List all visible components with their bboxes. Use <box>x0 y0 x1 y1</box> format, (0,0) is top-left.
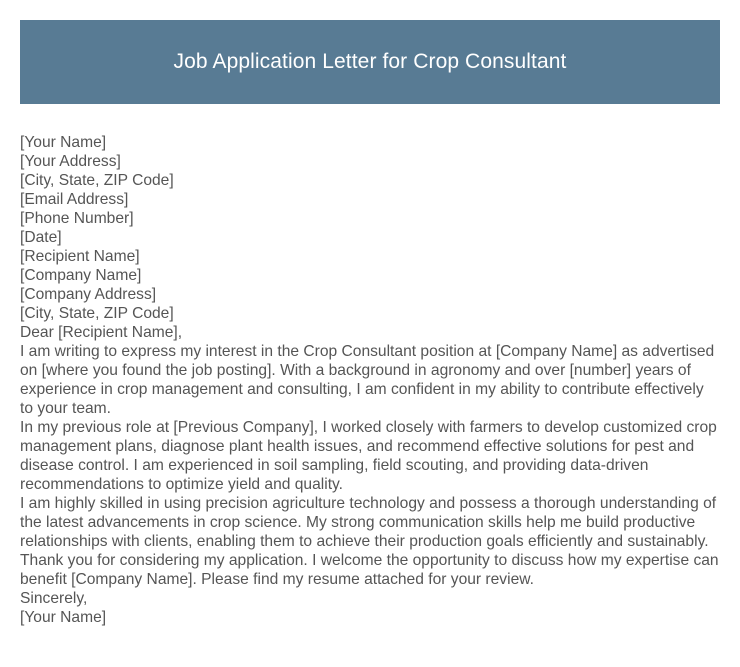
sender-city-state-zip: [City, State, ZIP Code] <box>20 172 174 189</box>
salutation: Dear [Recipient Name], <box>20 324 183 341</box>
paragraph-experience: In my previous role at [Previous Company], I worked closely with farmers to develop customized crop management plans, diagnose plant health issues, and recommend effective solutions for pest and disease control. I am experienced in soil sampling, field scouting, and providing data-driven recommendations to optimize yield and quality. <box>20 419 717 493</box>
paragraph-closing: Thank you for considering my application. I welcome the opportunity to discuss how my expertise can benefit [Company Name]. Please find my resume attached for your review. <box>20 552 719 588</box>
letter-date: [Date] <box>20 229 62 246</box>
recipient-name: [Recipient Name] <box>20 248 140 265</box>
title-banner <box>20 20 720 104</box>
page-title: Job Application Letter for Crop Consultant <box>173 50 567 73</box>
sender-name: [Your Name] <box>20 134 107 151</box>
sender-email: [Email Address] <box>20 191 129 208</box>
company-address: [Company Address] <box>20 286 157 303</box>
sender-address: [Your Address] <box>20 153 121 170</box>
paragraph-skills: I am highly skilled in using precision agriculture technology and possess a thorough understanding of the latest advancements in crop science. My strong communication skills help me build productive relationships with clients, enabling them to achieve their production goals efficiently and sustainably. <box>20 495 717 550</box>
closing: Sincerely, <box>20 590 88 607</box>
letter-body <box>20 133 720 627</box>
recipient-city-state-zip: [City, State, ZIP Code] <box>20 305 174 322</box>
signature-name: [Your Name] <box>20 609 107 626</box>
paragraph-intro: I am writing to express my interest in the Crop Consultant position at [Company Name] as advertised on [where you found the job posting]. With a background in agronomy and over [number] years of experience in crop management and consulting, I am confident in my ability to contribute effectively to your team. <box>20 343 715 417</box>
sender-phone: [Phone Number] <box>20 210 134 227</box>
company-name: [Company Name] <box>20 267 142 284</box>
